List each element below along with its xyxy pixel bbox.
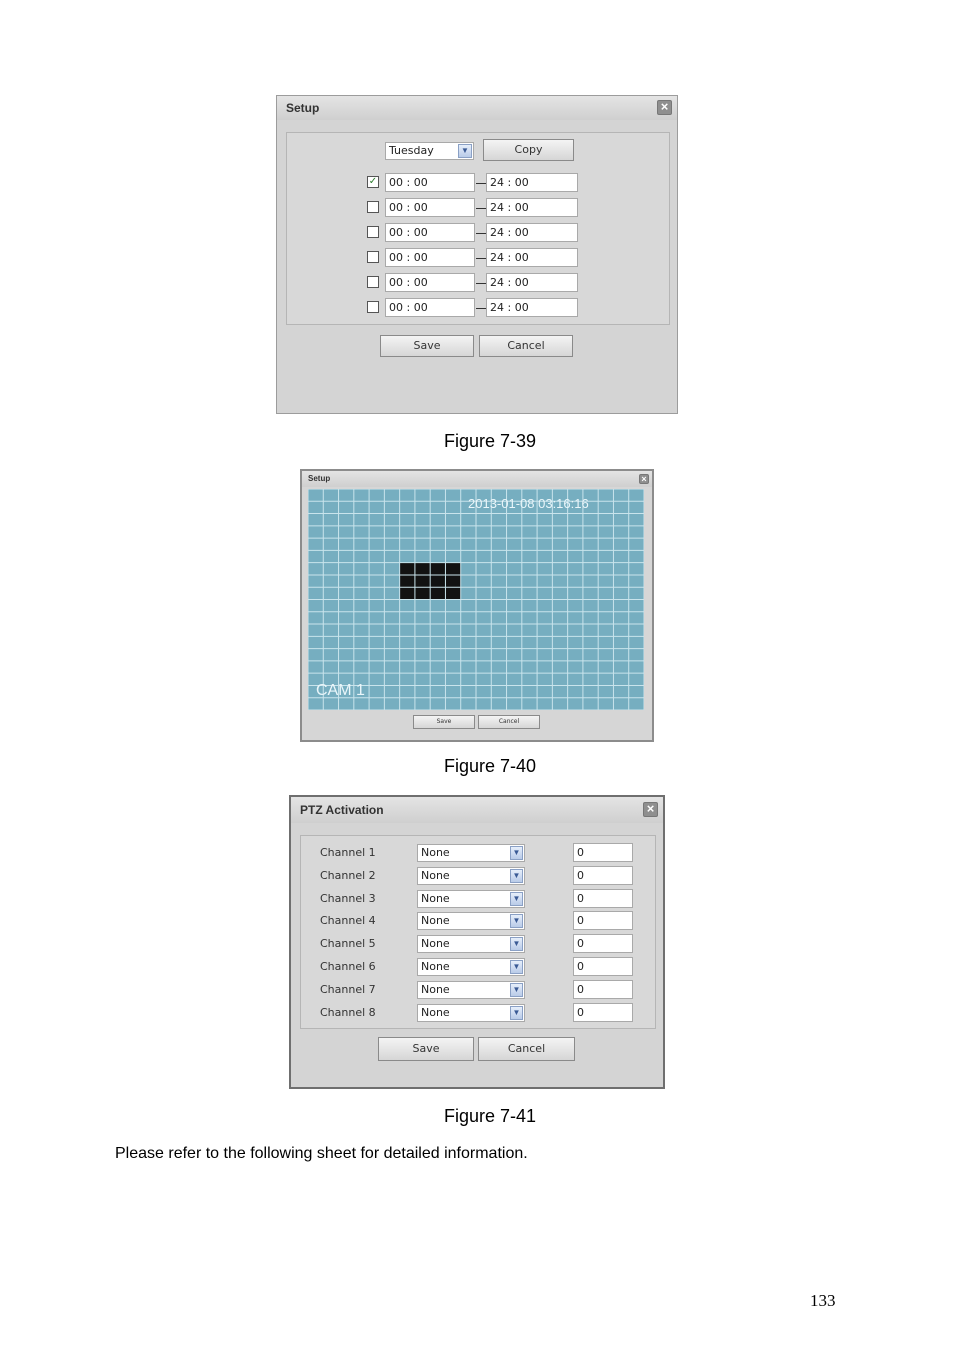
channel-label: Channel 8	[320, 1005, 376, 1019]
channel-label: Channel 5	[320, 937, 376, 951]
chevron-down-icon[interactable]: ▼	[510, 869, 523, 883]
ptz-value-input[interactable]: 0	[573, 843, 633, 862]
selected-region-cell[interactable]	[415, 563, 430, 575]
channel-label: Channel 7	[320, 982, 376, 996]
period-start-time[interactable]: 00 : 00	[385, 198, 475, 217]
ptz-value-input[interactable]: 0	[573, 911, 633, 930]
period-checkbox[interactable]	[367, 201, 379, 213]
ptz-type-select[interactable]: None	[417, 958, 525, 976]
period-start-time[interactable]: 00 : 00	[385, 173, 475, 192]
ptz-value-input[interactable]: 0	[573, 957, 633, 976]
ptz-type-select[interactable]: None	[417, 1004, 525, 1022]
chevron-down-icon[interactable]: ▼	[510, 914, 523, 928]
period-checkbox[interactable]	[367, 276, 379, 288]
period-checkbox[interactable]	[367, 226, 379, 238]
channel-label: Channel 1	[320, 846, 376, 859]
close-icon[interactable]: ×	[657, 100, 672, 115]
copy-button[interactable]: Copy	[483, 139, 574, 161]
ptz-value-input[interactable]: 0	[573, 889, 633, 908]
motion-region-grid[interactable]	[308, 489, 644, 710]
ptz-type-select[interactable]: None	[417, 844, 525, 862]
period-checkbox[interactable]	[367, 251, 379, 263]
ptz-type-select[interactable]: None	[417, 935, 525, 953]
ptz-value-input[interactable]: 0	[573, 934, 633, 953]
period-separator	[476, 283, 486, 284]
selected-region-cell[interactable]	[400, 587, 415, 599]
period-separator	[476, 233, 486, 234]
body-paragraph: Please refer to the following sheet for detailed information.	[115, 1145, 528, 1162]
chevron-down-icon[interactable]: ▼	[510, 937, 523, 951]
figure-caption: Figure 7-39	[444, 431, 537, 451]
osd-channel-name: CAM 1	[316, 682, 365, 699]
save-button[interactable]: Save	[413, 715, 475, 729]
period-separator	[476, 208, 486, 209]
cancel-button[interactable]: Cancel	[478, 1037, 575, 1061]
period-start-time[interactable]: 00 : 00	[385, 223, 475, 242]
period-checkbox[interactable]	[367, 301, 379, 313]
period-separator	[476, 258, 486, 259]
period-end-time[interactable]: 24 : 00	[486, 248, 578, 267]
period-end-time[interactable]: 24 : 00	[486, 298, 578, 317]
chevron-down-icon[interactable]: ▼	[510, 1006, 523, 1020]
save-button[interactable]: Save	[378, 1037, 474, 1061]
ptz-type-select[interactable]: None	[417, 981, 525, 999]
chevron-down-icon[interactable]: ▼	[510, 960, 523, 974]
chevron-down-icon[interactable]: ▼	[458, 144, 472, 158]
period-groupbox	[286, 132, 670, 325]
page-number: 133	[810, 1291, 836, 1310]
cancel-button[interactable]: Cancel	[479, 335, 573, 357]
selected-region-cell[interactable]	[445, 575, 460, 587]
chevron-down-icon[interactable]: ▼	[510, 983, 523, 997]
period-end-time[interactable]: 24 : 00	[486, 173, 578, 192]
cancel-button[interactable]: Cancel	[478, 715, 540, 729]
period-end-time[interactable]: 24 : 00	[486, 223, 578, 242]
selected-region-cell[interactable]	[430, 587, 445, 599]
period-start-time[interactable]: 00 : 00	[385, 273, 475, 292]
dialog-title: Setup	[286, 101, 320, 115]
period-start-time[interactable]: 00 : 00	[385, 298, 475, 317]
dialog-titlebar	[291, 797, 663, 823]
ptz-activation-dialog	[289, 795, 665, 1089]
selected-region-cell[interactable]	[430, 563, 445, 575]
period-end-time[interactable]: 24 : 00	[486, 273, 578, 292]
checkmark-icon: ✓	[368, 176, 378, 187]
ptz-type-select[interactable]: None	[417, 867, 525, 885]
channel-label: Channel 4	[320, 914, 376, 928]
ptz-type-select[interactable]: None	[417, 912, 525, 930]
chevron-down-icon[interactable]: ▼	[510, 892, 523, 906]
dialog-titlebar	[277, 96, 677, 120]
selected-region-cell[interactable]	[445, 587, 460, 599]
ptz-value-input[interactable]: 0	[573, 1003, 633, 1022]
day-select[interactable]: Tuesday	[385, 142, 474, 160]
osd-timestamp: 2013-01-08 03:16:16	[468, 496, 589, 511]
channel-label: Channel 2	[320, 868, 376, 882]
selected-region-cell[interactable]	[445, 563, 460, 575]
period-end-time[interactable]: 24 : 00	[486, 198, 578, 217]
figure-caption: Figure 7-40	[444, 756, 537, 776]
channel-groupbox	[300, 835, 656, 1029]
dialog-title: PTZ Activation	[300, 803, 384, 817]
period-separator	[476, 308, 486, 309]
figure-caption: Figure 7-41	[444, 1106, 537, 1126]
ptz-value-input[interactable]: 0	[573, 980, 633, 999]
ptz-type-select[interactable]: None	[417, 890, 525, 908]
selected-region-cell[interactable]	[400, 563, 415, 575]
chevron-down-icon[interactable]: ▼	[510, 846, 523, 860]
setup-region-dialog	[300, 469, 654, 742]
selected-region-cell[interactable]	[400, 575, 415, 587]
channel-label: Channel 3	[320, 891, 376, 905]
ptz-value-input[interactable]: 0	[573, 866, 633, 885]
selected-region-cell[interactable]	[415, 587, 430, 599]
selected-region-cell[interactable]	[415, 575, 430, 587]
channel-label: Channel 6	[320, 960, 376, 973]
setup-period-dialog	[276, 95, 678, 414]
close-icon[interactable]: ×	[639, 474, 649, 484]
close-icon[interactable]: ×	[643, 802, 658, 817]
period-checkbox[interactable]	[367, 176, 379, 188]
save-button[interactable]: Save	[380, 335, 474, 357]
selected-region-cell[interactable]	[430, 575, 445, 587]
period-start-time[interactable]: 00 : 00	[385, 248, 475, 267]
period-separator	[476, 183, 486, 184]
dialog-titlebar	[302, 471, 652, 487]
dialog-title: Setup	[308, 474, 331, 483]
